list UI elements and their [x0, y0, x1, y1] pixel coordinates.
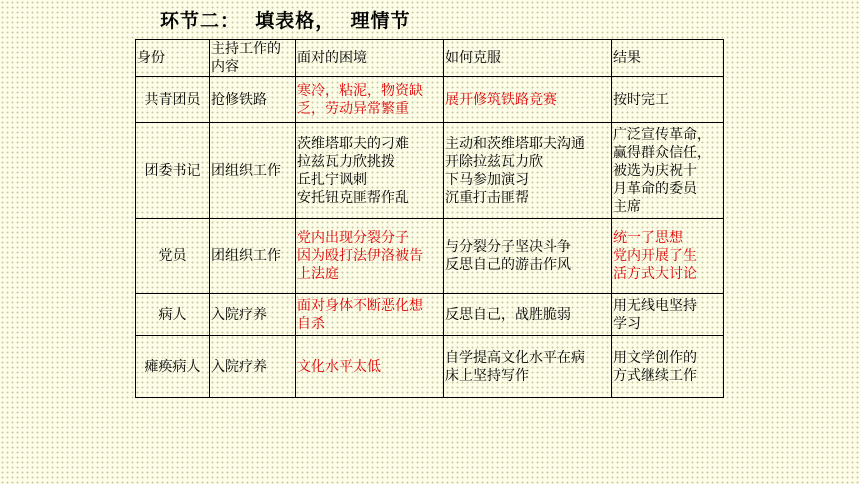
cell-result: 用无线电坚持 学习 [612, 294, 724, 336]
table-row [136, 219, 724, 294]
cell-result: 按时完工 [612, 77, 724, 123]
table-header-row [136, 40, 724, 77]
cell-work: 入院疗养 [210, 294, 296, 336]
cell-overcome: 主动和茨维塔耶夫沟通 开除拉兹瓦力欣 下马参加演习 沉重打击匪帮 [444, 123, 612, 219]
cell-difficulty: 面对身体不断恶化想 自杀 [296, 294, 444, 336]
table-row [136, 294, 724, 336]
cell-overcome: 与分裂分子坚决斗争 反思自己的游击作风 [444, 219, 612, 294]
cell-work: 抢修铁路 [210, 77, 296, 123]
cell-overcome: 自学提高文化水平在病 床上坚持写作 [444, 336, 612, 398]
cell-difficulty: 寒冷，粘泥，物资缺 乏，劳动异常繁重 [296, 77, 444, 123]
cell-work: 入院疗养 [210, 336, 296, 398]
header-difficulty: 面对的困境 [296, 40, 444, 77]
plot-table [135, 39, 724, 398]
cell-identity: 共青团员 [136, 77, 210, 123]
table-row [136, 77, 724, 123]
cell-identity: 病人 [136, 294, 210, 336]
section-title: 环节二： 填表格， 理情节 [160, 10, 411, 32]
cell-result: 用文学创作的 方式继续工作 [612, 336, 724, 398]
cell-identity: 团委书记 [136, 123, 210, 219]
cell-difficulty: 茨维塔耶夫的刁难 拉兹瓦力欣挑拨 丘扎宁讽刺 安托钮克匪帮作乱 [296, 123, 444, 219]
cell-work: 团组织工作 [210, 219, 296, 294]
cell-identity: 瘫痪病人 [136, 336, 210, 398]
header-identity: 身份 [136, 40, 210, 77]
table-row [136, 336, 724, 398]
cell-difficulty: 文化水平太低 [296, 336, 444, 398]
cell-difficulty: 党内出现分裂分子 因为殴打法伊洛被告 上法庭 [296, 219, 444, 294]
cell-work: 团组织工作 [210, 123, 296, 219]
cell-identity: 党员 [136, 219, 210, 294]
header-overcome: 如何克服 [444, 40, 612, 77]
header-work: 主持工作的 内容 [210, 40, 296, 77]
cell-result: 统一了思想 党内开展了生 活方式大讨论 [612, 219, 724, 294]
cell-result: 广泛宣传革命， 赢得群众信任， 被选为庆祝十 月革命的委员 主席 [612, 123, 724, 219]
header-result: 结果 [612, 40, 724, 77]
cell-overcome: 展开修筑铁路竞赛 [444, 77, 612, 123]
cell-overcome: 反思自己，战胜脆弱 [444, 294, 612, 336]
table-row [136, 123, 724, 219]
